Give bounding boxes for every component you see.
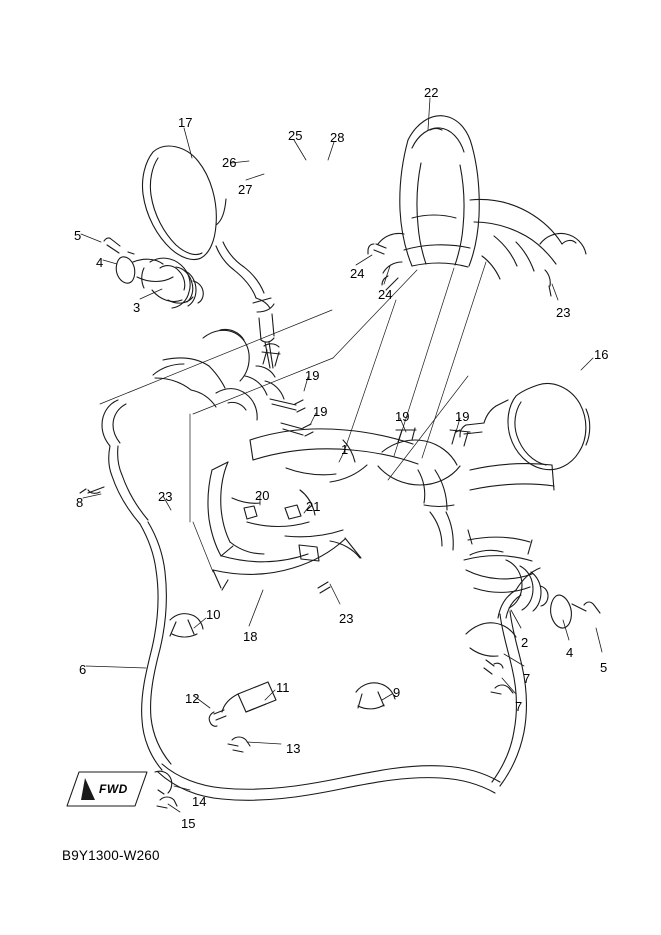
callout-4-left: 4 — [96, 255, 104, 270]
callout-19-a: 19 — [305, 368, 320, 383]
callout-3: 3 — [133, 300, 141, 315]
callout-23-c: 23 — [339, 611, 354, 626]
callout-27: 27 — [238, 182, 253, 197]
callout-11: 11 — [276, 680, 290, 695]
callout-28: 28 — [330, 130, 345, 145]
callout-7-b: 7 — [515, 699, 523, 714]
callout-14: 14 — [192, 794, 207, 809]
callout-19-d: 19 — [455, 409, 470, 424]
callout-7-a: 7 — [523, 671, 531, 686]
callout-6: 6 — [79, 662, 87, 677]
callout-21: 21 — [306, 499, 321, 514]
callout-5-right: 5 — [600, 660, 608, 675]
callout-22: 22 — [424, 85, 439, 100]
callout-1: 1 — [341, 442, 349, 457]
callout-5-left: 5 — [74, 228, 82, 243]
callout-25: 25 — [288, 128, 303, 143]
callout-2: 2 — [521, 635, 529, 650]
callout-23-a: 23 — [556, 305, 571, 320]
callout-15: 15 — [181, 816, 196, 831]
callout-13: 13 — [286, 741, 301, 756]
callout-18: 18 — [243, 629, 258, 644]
callout-24-a: 24 — [350, 266, 365, 281]
part-number-code: B9Y1300-W260 — [62, 848, 160, 863]
callout-4-right: 4 — [566, 645, 574, 660]
callout-23-b: 23 — [158, 489, 173, 504]
fwd-direction-label: FWD — [99, 782, 128, 796]
callout-26: 26 — [222, 155, 237, 170]
callout-19-b: 19 — [313, 404, 328, 419]
callout-16: 16 — [594, 347, 609, 362]
callout-17: 17 — [178, 115, 193, 130]
callout-12: 12 — [185, 691, 200, 706]
callout-19-c: 19 — [395, 409, 410, 424]
callout-10: 10 — [206, 607, 221, 622]
callout-8: 8 — [76, 495, 84, 510]
callout-9: 9 — [393, 685, 401, 700]
callout-20: 20 — [255, 488, 270, 503]
callout-24-b: 24 — [378, 287, 393, 302]
